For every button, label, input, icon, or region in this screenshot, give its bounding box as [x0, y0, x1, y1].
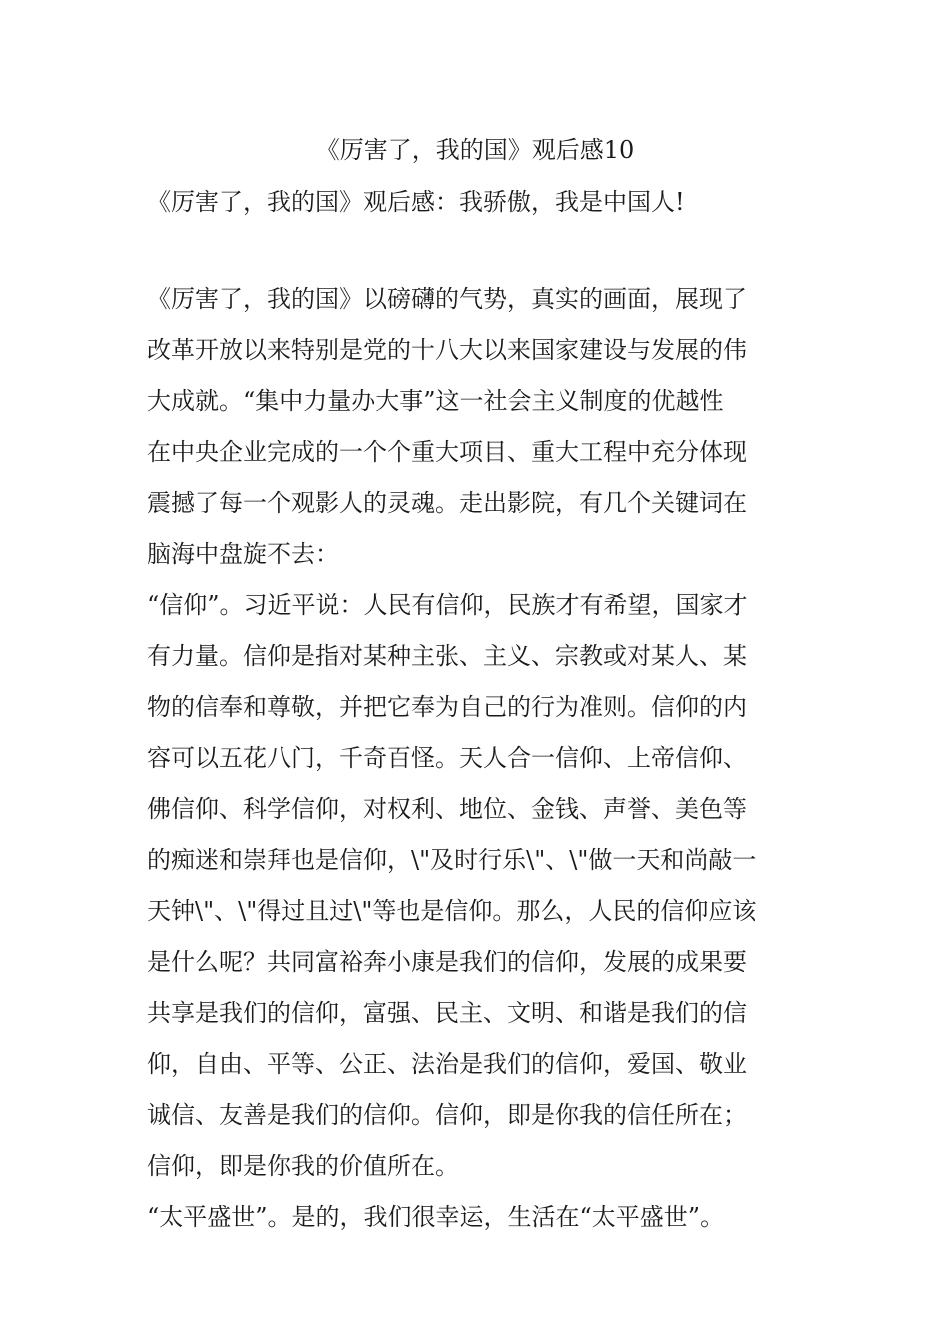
body-line: 改革开放以来特别是党的十八大以来国家建设与发展的伟: [147, 336, 747, 364]
body-line: 天钟\"、\"得过且过\"等也是信仰。那么，人民的信仰应该: [147, 897, 757, 925]
body-line: 的痴迷和崇拜也是信仰，\"及时行乐\"、\"做一天和尚敲一: [147, 846, 757, 874]
body-line: 在中央企业完成的一个个重大项目、重大工程中充分体现: [147, 438, 747, 466]
document-subtitle: 《厉害了，我的国》观后感：我骄傲，我是中国人!: [147, 188, 685, 216]
body-line: 物的信奉和尊敬，并把它奉为自己的行为准则。信仰的内: [147, 693, 747, 721]
document-title: 《厉害了，我的国》观后感10: [315, 136, 635, 164]
body-line: 《厉害了，我的国》以磅礴的气势，真实的画面，展现了: [147, 285, 747, 313]
document-body: [147, 282, 827, 1251]
body-line: 信仰，即是你我的价值所在。: [147, 1152, 459, 1180]
body-line: 是什么呢？共同富裕奔小康是我们的信仰，发展的成果要: [147, 948, 747, 976]
body-line: 脑海中盘旋不去：: [147, 540, 339, 568]
body-line: 佛信仰、科学信仰，对权利、地位、金钱、声誉、美色等: [147, 795, 747, 823]
body-line: “信仰”。习近平说：人民有信仰，民族才有希望，国家才: [147, 591, 748, 619]
body-line: 共享是我们的信仰，富强、民主、文明、和谐是我们的信: [147, 999, 747, 1027]
body-line: 诚信、友善是我们的信仰。信仰，即是你我的信任所在；: [147, 1101, 747, 1129]
body-line: 震撼了每一个观影人的灵魂。走出影院，有几个关键词在: [147, 489, 747, 517]
body-line: 仰，自由、平等、公正、法治是我们的信仰，爱国、敬业: [147, 1050, 747, 1078]
body-line: 大成就。“集中力量办大事”这一社会主义制度的优越性: [147, 387, 724, 415]
body-line: 容可以五花八门，千奇百怪。天人合一信仰、上帝信仰、: [147, 744, 747, 772]
body-line: “太平盛世”。是的，我们很幸运，生活在“太平盛世”。: [147, 1203, 725, 1231]
body-line: 有力量。信仰是指对某种主张、主义、宗教或对某人、某: [147, 642, 747, 670]
